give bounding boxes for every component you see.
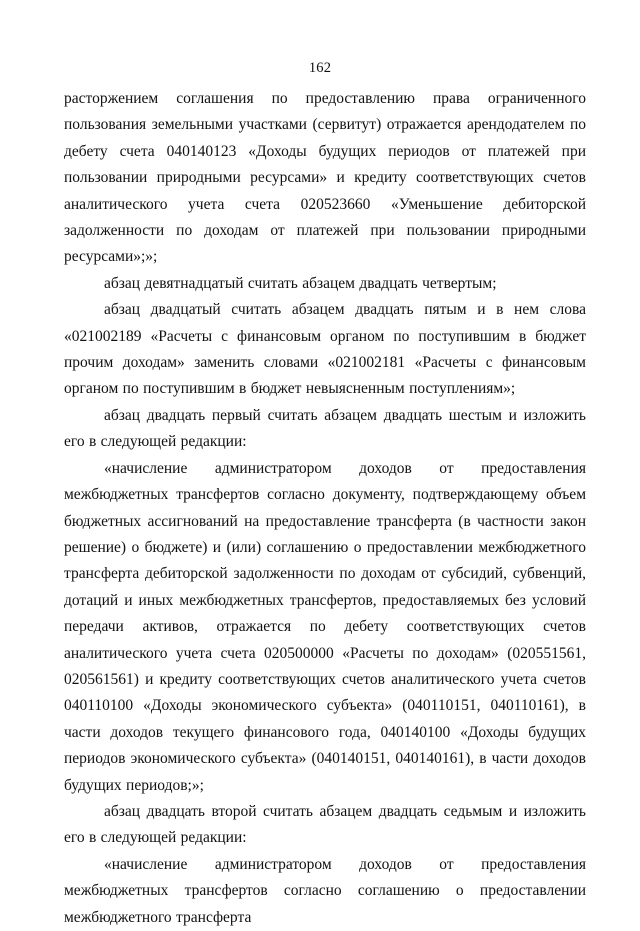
paragraph: абзац девятнадцатый считать абзацем двадцать четвертым; [104, 274, 497, 292]
page-number: 162 [308, 60, 332, 76]
paragraph: «начисление администратором доходов от предоставления межбюджетных трансфертов согласно соглашению о предоставлении межбюджетного трансферта [64, 855, 586, 926]
paragraph: абзац двадцать второй считать абзацем двадцать седьмым и изложить его в следующей редакции: [64, 802, 586, 847]
paragraph: абзац двадцать первый считать абзацем двадцать шестым и изложить его в следующей редакции: [64, 406, 586, 451]
paragraph: абзац двадцатый считать абзацем двадцать пятым и в нем слова «021002189 «Расчеты с финансовым органом по поступившим в бюджет прочим доходам» заменить словами «021002181 «Расчеты с финансовым органом по поступившим в бюджет невыясненным поступлениям»; [64, 301, 586, 398]
paragraph: «начисление администратором доходов от предоставления межбюджетных трансфертов согласно документу, подтверждающему объем бюджетных ассигнований на предоставление трансферта (в частности закон решение) о бюджете) и (или) соглашению о предоставлении межбюджетного трансферта дебиторской задолженности по доходам от субсидий, субвенций, дотаций и иных межбюджетных трансфертов, предоставляемых без условий передачи активов, отражается по дебету соответствующих счетов аналитического учета счета 020500000 «Расчеты по доходам» (020551561, 020561561) и кредиту соответствующих счетов аналитического учета счетов 040110100 «Доходы экономического субъекта» (040110151, 040110161), в части доходов текущего финансового года, 040140100 «Доходы будущих периодов экономического субъекта» (040140151, 040140161), в части доходов будущих периодов;»; [64, 459, 586, 794]
paragraph-continuation: расторжением соглашения по предоставлению права ограниченного пользования земельными участками (сервитут) отражается арендодателем по дебету счета 040140123 «Доходы будущих периодов от платежей при пользовании природными ресурсами» и кредиту соответствующих счетов аналитического учета счета 020523660 «Уменьшение дебиторской задолженности по доходам от платежей при пользовании природными ресурсами»;»; [64, 90, 586, 266]
document-body [64, 86, 586, 931]
